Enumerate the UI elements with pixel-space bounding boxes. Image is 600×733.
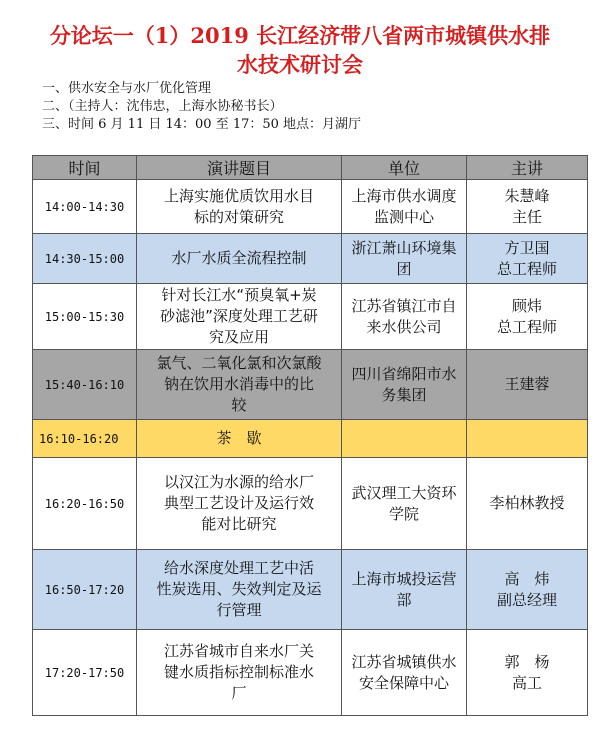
topic-line: 厂 [231, 684, 247, 702]
org-line: 四川省绵阳市水 [351, 364, 457, 383]
org-line: 安全保障中心 [358, 673, 449, 692]
org-line: 来水供公司 [366, 317, 442, 336]
speaker-line: 顾炜 [511, 296, 542, 315]
table-row [33, 180, 588, 234]
topic-line: 氯气、二氧化氯和次氯酸 [156, 354, 322, 372]
table-row-break [33, 420, 588, 458]
session-speaker [467, 458, 588, 550]
session-time: 17:20-17:50 [33, 630, 137, 716]
session-topic [137, 284, 342, 350]
session-time: 14:00-14:30 [33, 180, 137, 234]
session-topic [137, 458, 342, 550]
agenda-table [32, 155, 588, 716]
org-line: 学院 [388, 504, 419, 523]
session-speaker [467, 550, 588, 630]
speaker-line: 李柏林教授 [489, 494, 565, 512]
session-topic [137, 180, 342, 234]
speaker-line: 主任 [511, 207, 542, 226]
topic-line: 键水质指标控制标准水 [163, 663, 314, 681]
table-row [33, 550, 588, 630]
column-header-speaker: 主讲 [467, 156, 588, 180]
session-speaker [467, 630, 588, 716]
column-header-time: 时间 [33, 156, 137, 180]
speaker-line: 总工程师 [496, 259, 557, 278]
table-row [33, 630, 588, 716]
session-topic [137, 420, 342, 458]
org-line: 浙江萧山环境集 [351, 238, 457, 257]
session-org [342, 420, 467, 458]
topic-line: 能对比研究 [201, 515, 277, 533]
session-speaker [467, 420, 588, 458]
topic-line: 行管理 [216, 601, 262, 619]
session-org [342, 630, 467, 716]
session-time: 15:00-15:30 [33, 284, 137, 350]
speaker-line: 方卫国 [504, 238, 550, 257]
table-row [33, 458, 588, 550]
topic-line: 究及应用 [208, 328, 269, 346]
org-line: 上海市供水调度 [351, 186, 457, 205]
topic-line: 江苏省城市自来水厂关 [163, 642, 314, 660]
speaker-line: 高 炜 [504, 569, 550, 588]
session-time: 15:40-16:10 [33, 350, 137, 420]
org-line: 部 [396, 590, 412, 609]
session-time: 16:20-16:50 [33, 458, 137, 550]
topic-line: 性炭选用、失效判定及运 [156, 580, 322, 598]
org-line: 武汉理工大资环 [351, 483, 457, 502]
session-time: 14:30-15:00 [33, 234, 137, 284]
speaker-line: 高工 [511, 673, 542, 692]
session-org [342, 284, 467, 350]
topic-line: 水厂水质全流程控制 [171, 249, 307, 267]
column-header-org: 单位 [342, 156, 467, 180]
topic-line: 标的对策研究 [193, 207, 284, 226]
speaker-line: 王建蓉 [504, 375, 550, 393]
topic-line: 较 [231, 396, 247, 414]
session-time: 16:50-17:20 [33, 550, 137, 630]
topic-line: 给水深度处理工艺中活 [163, 559, 314, 577]
info-host: 二、（主持人：沈伟忠，上海水协秘书长） [42, 99, 283, 114]
session-org [342, 180, 467, 234]
org-line: 团 [396, 259, 412, 278]
session-speaker [467, 284, 588, 350]
session-org [342, 458, 467, 550]
session-org [342, 234, 467, 284]
table-row [33, 234, 588, 284]
topic-line: 钠在饮用水消毒中的比 [163, 375, 314, 393]
topic-line: 砂滤池”深度处理工艺研 [160, 307, 318, 325]
org-line: 务集团 [381, 385, 427, 404]
topic-line: 针对长江水“预臭氧+炭 [161, 286, 317, 304]
session-topic [137, 234, 342, 284]
session-time: 16:10-16:20 [33, 420, 137, 458]
table-row [33, 284, 588, 350]
topic-line: 上海实施优质饮用水目 [163, 186, 314, 205]
speaker-line: 总工程师 [496, 317, 557, 336]
session-topic [137, 550, 342, 630]
table-row [33, 350, 588, 420]
session-speaker [467, 180, 588, 234]
speaker-line: 郭 杨 [504, 652, 550, 671]
page-title-line-2: 水技术研讨会 [237, 52, 363, 77]
topic-line: 茶 歇 [216, 429, 262, 447]
session-org [342, 350, 467, 420]
table-header-row [33, 156, 588, 180]
org-line: 监测中心 [373, 207, 434, 226]
speaker-line: 朱慧峰 [504, 186, 550, 205]
column-header-topic: 演讲题目 [137, 156, 342, 180]
session-org [342, 550, 467, 630]
info-topic: 一、供水安全与水厂优化管理 [42, 81, 212, 96]
info-time-location: 三、时间 6 月 11 日 14：00 至 17：50 地点：月湖厅 [42, 117, 362, 132]
org-line: 江苏省城镇供水 [351, 652, 457, 671]
session-speaker [467, 234, 588, 284]
session-topic [137, 350, 342, 420]
topic-line: 以汉江为水源的给水厂 [163, 473, 314, 491]
org-line: 上海市城投运营 [351, 569, 457, 588]
page-title-line-1: 分论坛一（1）2019 长江经济带八省两市城镇供水排 [49, 23, 551, 48]
topic-line: 典型工艺设计及运行效 [163, 494, 314, 512]
org-line: 江苏省镇江市自 [351, 296, 457, 315]
speaker-line: 副总经理 [496, 590, 557, 609]
session-topic [137, 630, 342, 716]
session-speaker [467, 350, 588, 420]
